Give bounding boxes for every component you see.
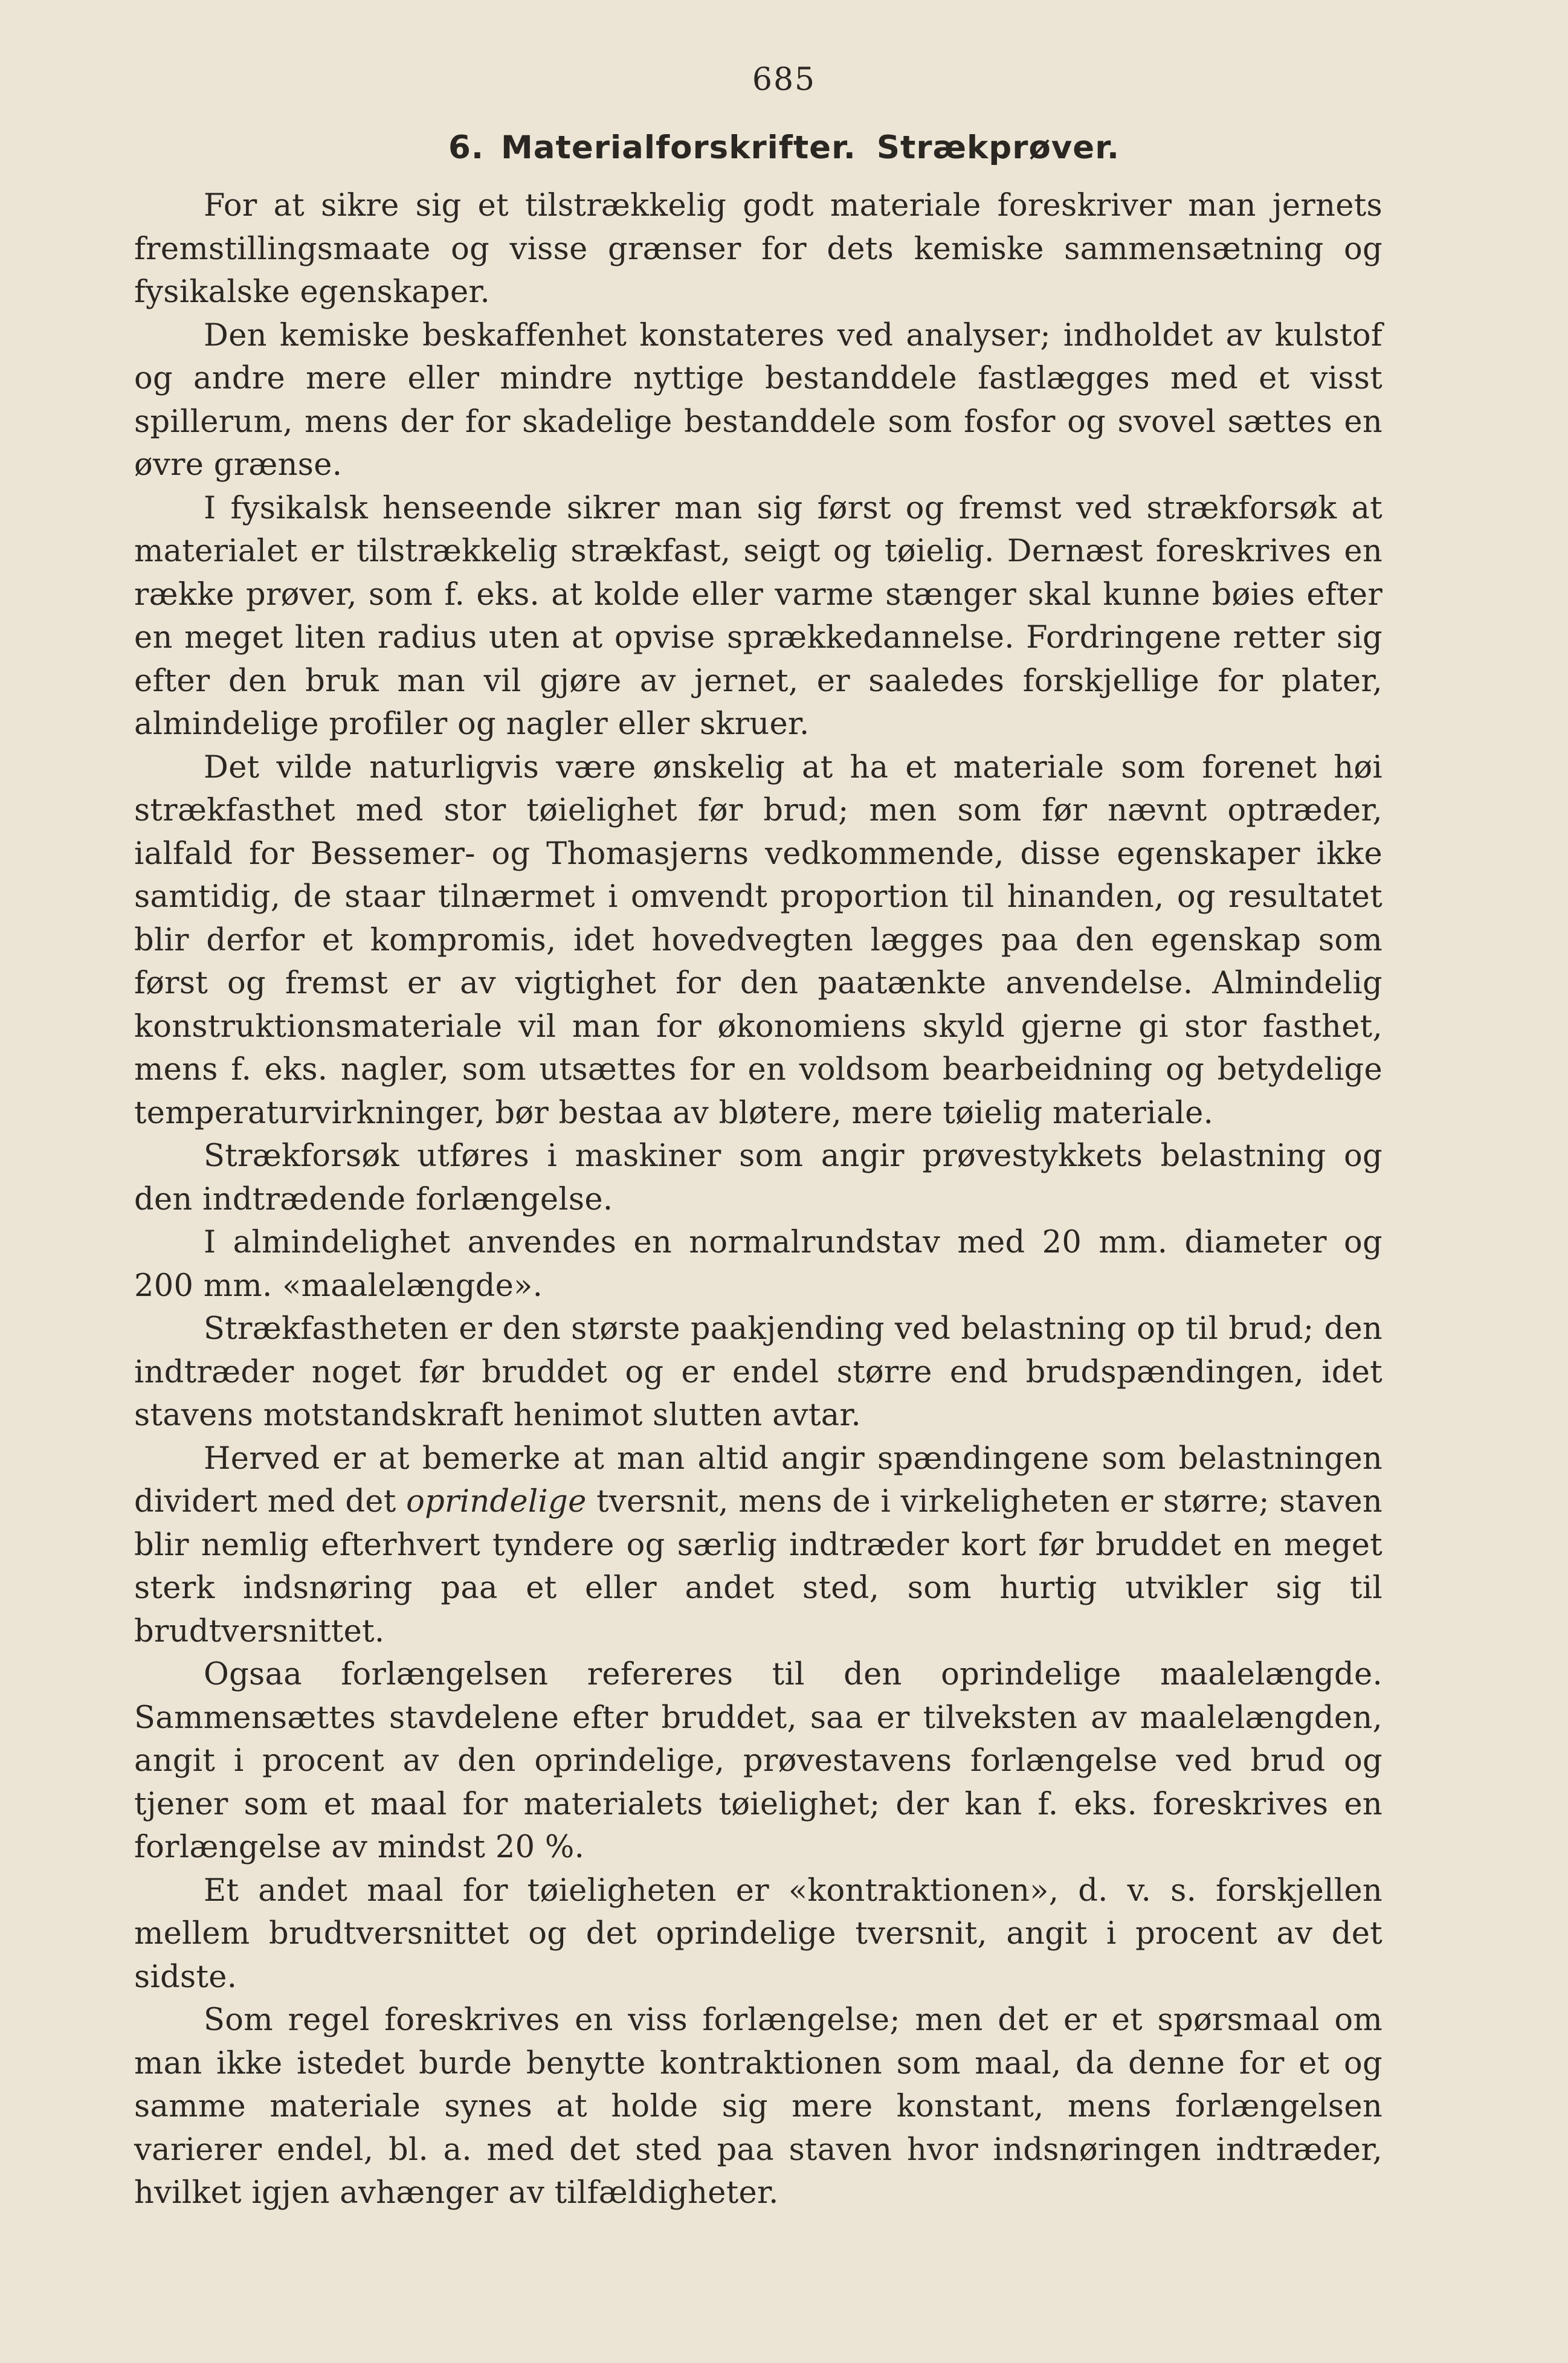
paragraph-forlængelse: Ogsaa forlængelsen refereres til den oprindelige maalelængde. Sammensættes stavdelene efter bruddet, saa er tilveksten av maalelængden, angit i procent av den oprindelige, prøvestavens forlængelse ved brud og tjener som et maal for materialets tøielighet; der kan f. eks. foreskrives en forlængelse av mindst 20 %. — [134, 1657, 1382, 1865]
paragraph-materialforskrifter-intro: For at sikre sig et tilstrækkelig godt materiale foreskriver man jernets fremstillingsmaate og visse grænser for dets kemiske sammensætning og fysikalske egenskaper. — [134, 188, 1382, 310]
page-number: 685 — [752, 62, 816, 98]
section-title-materialforskrifter: Materialforskrifter. — [501, 129, 856, 166]
section-heading — [0, 129, 1568, 166]
paragraph-kompromis: Det vilde naturligvis være ønskelig at ha et materiale som forenet høi strækfasthet med stor tøielighet før brud; men som før nævnt optræder, ialfald for Bessemer- og Thomasjerns vedkommende, disse egenskaper ikke samtidig, de staar tilnærmet i omvendt proportion til hinanden, og resultatet blir derfor et kompromis, idet hovedvegten lægges paa den egenskap som først og fremst er av vigtighet for den paatænkte anvendelse. Almindelig konstruktionsmateriale vil man for økonomiens skyld gjerne gi stor fasthet, mens f. eks. nagler, som utsættes for en voldsom bearbeidning og betydelige temperaturvirkninger, bør bestaa av bløtere, mere tøielig materiale. — [134, 749, 1382, 1131]
paragraph-som-regel: Som regel foreskrives en viss forlængelse; men det er et spørsmaal om man ikke istedet burde benytte kontraktionen som maal, da denne for et og samme materiale synes at holde sig mere konstant, mens forlængelsen varierer endel, bl. a. med det sted paa staven hvor indsnøringen indtræder, hvilket igjen avhænger av tilfældigheter. — [134, 2002, 1382, 2211]
paragraph-spændinger — [134, 1437, 1382, 1654]
paragraph-strækforsøk-maskiner: Strækforsøk utføres i maskiner som angir prøvestykkets belastning og den indtrædende forlængelse. — [134, 1138, 1382, 1217]
paragraph-strækfasthet: Strækfastheten er den største paakjending ved belastning op til brud; den indtræder noget før bruddet og er endel større end brudspændingen, idet stavens motstandskraft henimot slutten avtar. — [134, 1311, 1382, 1433]
paragraph-spændinger-text-after: tversnit, mens de i virkeligheten er større; staven blir nemlig efterhvert tyndere og særlig indtræder kort før bruddet en meget sterk indsnøring paa et eller andet sted, som hurtig utvikler sig til brudtversnittet. — [134, 1484, 1382, 1649]
section-number: 6. — [448, 129, 485, 166]
section-title-strækprøver: Strækprøver. — [876, 129, 1120, 166]
paragraph-fysikalsk-henseende: I fysikalsk henseende sikrer man sig først og fremst ved strækforsøk at materialet er tilstrækkelig strækfast, seigt og tøielig. Dernæst foreskrives en række prøver, som f. eks. at kolde eller varme stænger skal kunne bøies efter en meget liten radius uten at opvise sprækkedannelse. Fordringene retter sig efter den bruk man vil gjøre av jernet, er saaledes forskjellige for plater, almindelige profiler og nagler eller skruer. — [134, 490, 1382, 742]
paragraph-kemisk-beskaffenhet: Den kemiske beskaffenhet konstateres ved analyser; indholdet av kulstof og andre mere eller mindre nyttige bestanddele fastlægges med et visst spillerum, mens der for skadelige bestanddele som fosfor og svovel sættes en øvre grænse. — [134, 317, 1382, 483]
body-text — [134, 184, 1382, 2215]
paragraph-spændinger-text-before: Herved er at bemerke at man altid angir spændingene som belastningen dividert med det — [134, 1440, 1382, 1520]
emphasis-oprindelige: oprindelige — [406, 1484, 587, 1520]
paragraph-normalrundstav: I almindelighet anvendes en normalrundstav med 20 mm. diameter og 200 mm. «maalelængde». — [134, 1225, 1382, 1304]
paragraph-kontraktion: Et andet maal for tøieligheten er «kontraktionen», d. v. s. forskjellen mellem brudtversnittet og det oprindelige tversnit, angit i procent av det sidste. — [134, 1872, 1382, 1995]
